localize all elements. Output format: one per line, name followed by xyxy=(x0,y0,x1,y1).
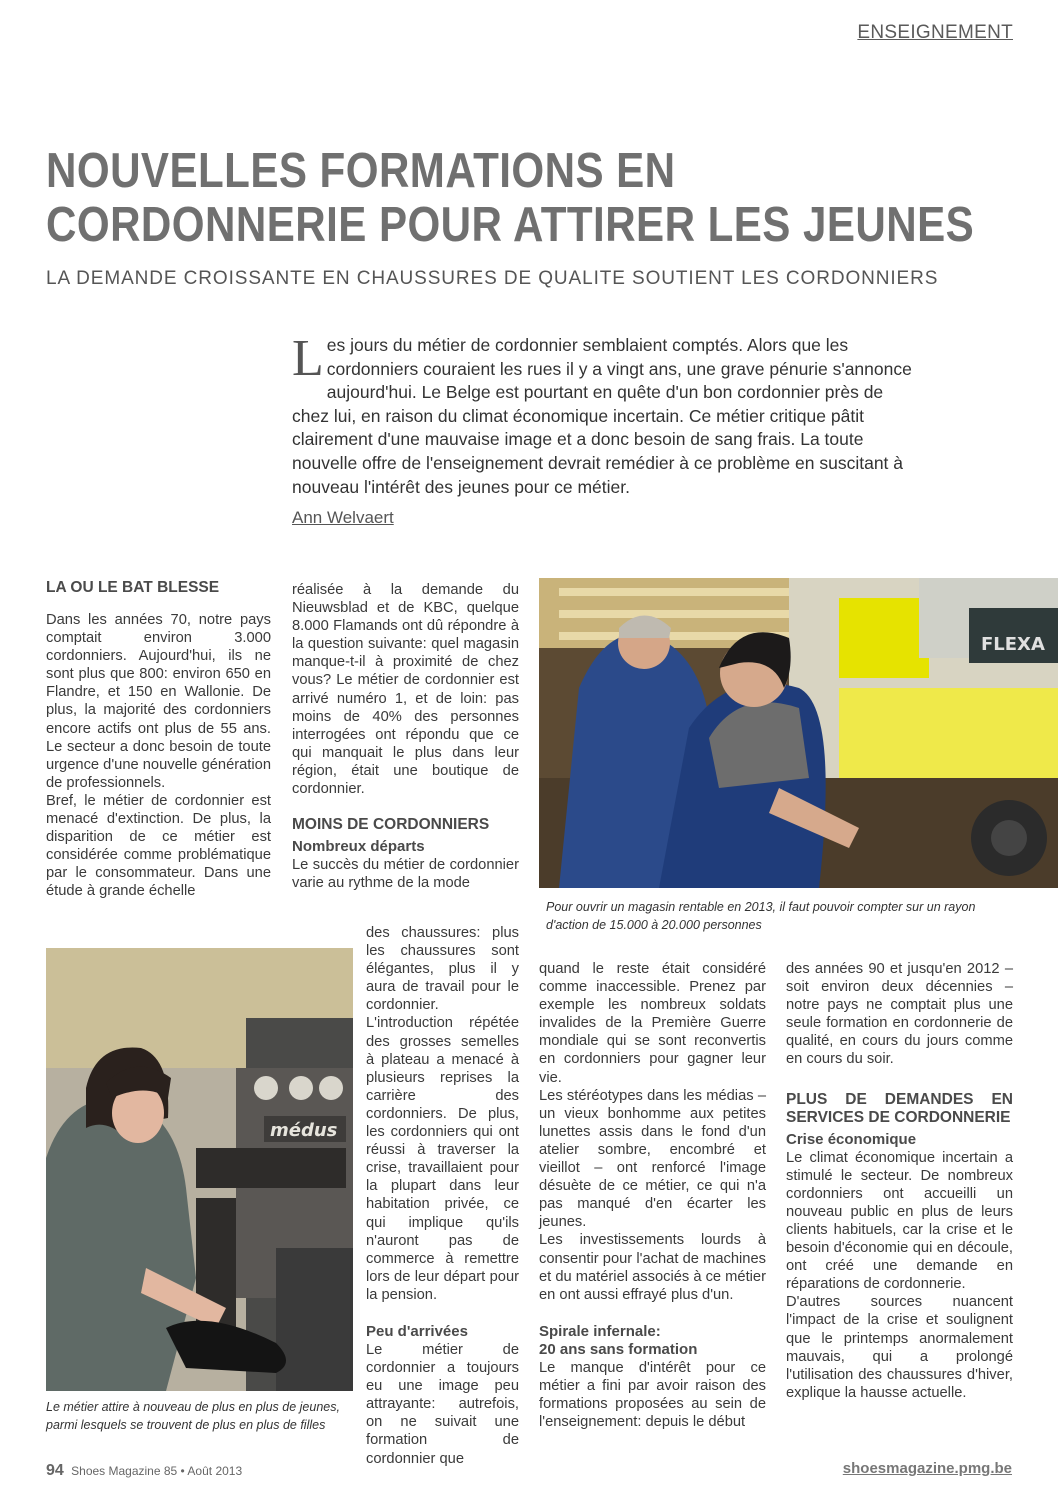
column-3 xyxy=(539,960,766,1431)
subheading: Nombreux départs xyxy=(292,838,425,856)
machine-label-medus: médus xyxy=(270,1120,338,1141)
column-2-bottom xyxy=(366,924,519,1468)
photo-workshop xyxy=(539,578,1058,888)
lead-paragraph xyxy=(292,330,922,499)
column-1 xyxy=(46,579,271,901)
machine-label-flexa: FLEXA xyxy=(981,634,1045,655)
paragraph: Dans les années 70, notre pays comptait environ 3.000 cordonniers. Aujourd'hui, ils ne sont plus que 800: environ 650 en Flandre, et 150 en Wallonie. De plus, la majorité des cordonniers encore actifs ont plus de 55 ans. Le secteur a donc besoin de toute urgence d'une nouvelle génération de professionnels. xyxy=(46,612,271,791)
subheading: Crise économique xyxy=(786,1130,917,1148)
lead-text: es jours du métier de cordonnier semblaient comptés. Alors que les cordonniers couraient les rues il y a vingt ans, une grave pénurie s'annonce aujourd'hui. Le Belge est pourtant en quête d'un bon cordonnier près de chez lui, en raison du climat économique incertain. Ce métier critique pâtit clairement d'une mauvaise image et a donc besoin de sang frais. La toute nouvelle offre de l'enseignement devrait remédier à ce problème en suscitant à nouveau l'intérêt des jeunes pour ce métier. xyxy=(292,335,912,497)
paragraph: quand le reste était considéré comme inaccessible. Prenez par exemple les nombreux soldats invalides de la Première Guerre mondiale qui se sont reconvertis en cordonniers pour gagner leur vie. xyxy=(539,961,766,1086)
headline-line-1: NOUVELLES FORMATIONS EN xyxy=(46,144,676,198)
paragraph: Le succès du métier de cordonnier varie au rythme de la mode xyxy=(292,857,519,892)
author-byline[interactable]: Ann Welvaert xyxy=(292,508,394,527)
photo-girl-machine xyxy=(46,948,353,1391)
paragraph: Le climat économique incertain a stimulé le secteur. De nombreux cordonniers ont accueilli un nouveau public en plus de leurs clients habituels, car la crise et le besoin d'économie qui en découle, ont créé une demande en réparations de cordonnerie. xyxy=(786,1149,1013,1293)
caption-bottom-photo: Le métier attire à nouveau de plus en plus de jeunes, parmi lesquels se trouvent de plus en plus de filles xyxy=(46,1400,340,1432)
paragraph: Le manque d'intérêt pour ce métier a fini par avoir raison des formations proposées au sein de l'enseignement: depuis le début xyxy=(539,1359,766,1431)
column-2-top xyxy=(292,581,519,892)
paragraph: réalisée à la demande du Nieuwsblad et de KBC, quelque 8.000 Flamands ont dû répondre à la question suivante: quel magasin manque-t-il à proximité de chez vous? Le métier de cordonnier est arrivé numéro 1, et de loin: pas moins de 40% des personnes interrogées ont répondu que ce qui manquait le plus dans leur région, était une boutique de cordonnier. xyxy=(292,582,519,798)
magazine-issue: Shoes Magazine 85 • Août 2013 xyxy=(71,1464,243,1478)
subheadline: LA DEMANDE CROISSANTE EN CHAUSSURES DE QUALITE SOUTIENT LES CORDONNIERS xyxy=(46,268,939,289)
footer-url-link[interactable]: shoesmagazine.pmg.be xyxy=(842,1460,1012,1477)
subheading: Spirale infernale: xyxy=(539,1322,661,1340)
section-heading: PLUS DE DEMANDES EN SERVICES DE CORDONNERIE xyxy=(786,1090,1013,1126)
photo-workshop-illustration xyxy=(539,578,1058,888)
subheading: 20 ans sans formation xyxy=(539,1340,698,1358)
headline-line-2: CORDONNERIE POUR ATTIRER LES JEUNES xyxy=(46,198,975,252)
drop-cap: L xyxy=(292,330,324,387)
column-4 xyxy=(786,960,1013,1402)
subheading: Peu d'arrivées xyxy=(366,1322,468,1340)
paragraph: des chaussures: plus les chaussures sont élégantes, plus il y aura de travail pour le cordonnier. L'introduction répétée des grosses semelles à plateau a menacé à plusieurs reprises la carrière des cordonniers. De plus, les cordonniers qui ont réussi à traverser la crise, travaillaient pour la plupart dans leur habitation privée, ce qui implique qu'ils n'auront pas de commerce à remettre lors de leur départ pour la pension. xyxy=(366,925,519,1303)
section-heading: LA OU LE BAT BLESSE xyxy=(46,579,220,596)
paragraph: Les stéréotypes dans les médias – un vieux bonhomme aux petites lunettes assis dans le fond d'un atelier sombre, encombré et vieillot – ont renforcé l'image désuète de ce métier, ce qui n'a pas manqué d'en écarter les jeunes. xyxy=(539,1087,766,1231)
headline xyxy=(46,144,975,252)
section-tag: ENSEIGNEMENT xyxy=(857,22,1013,43)
paragraph: des années 90 et jusqu'en 2012 – soit environ deux décennies – notre pays ne comptait plus une seule formation en cordonnerie de qualité, en cours du jours comme en cours du soir. xyxy=(786,961,1013,1068)
paragraph: Les investissements lourds à consentir pour l'achat de machines et du matériel associés à ce métier en ont aussi effrayé plus d'un. xyxy=(539,1232,766,1303)
caption-top-photo: Pour ouvrir un magasin rentable en 2013, il faut pouvoir compter sur un rayon d'action de 15.000 à 20.000 personnes xyxy=(546,900,976,932)
paragraph: D'autres sources nuancent l'impact de la crise et soulignent que le printemps anormalement mauvais, qui a prolongé l'utilisation des chaussures d'hiver, explique la hausse actuelle. xyxy=(786,1294,1013,1401)
paragraph: Le métier de cordonnier a toujours eu une image peu attrayante: autrefois, on ne suivait une formation de cordonnier que xyxy=(366,1341,519,1467)
footer-left xyxy=(46,1462,242,1480)
photo-girl-machine-illustration xyxy=(46,948,353,1391)
page-number: 94 xyxy=(46,1462,64,1479)
paragraph: Bref, le métier de cordonnier est menacé d'extinction. De plus, la disparition de ce métier est considérée comme problématique par le consommateur. Dans une étude à grande échelle xyxy=(46,792,271,900)
section-heading: MOINS DE CORDONNIERS xyxy=(292,816,490,834)
